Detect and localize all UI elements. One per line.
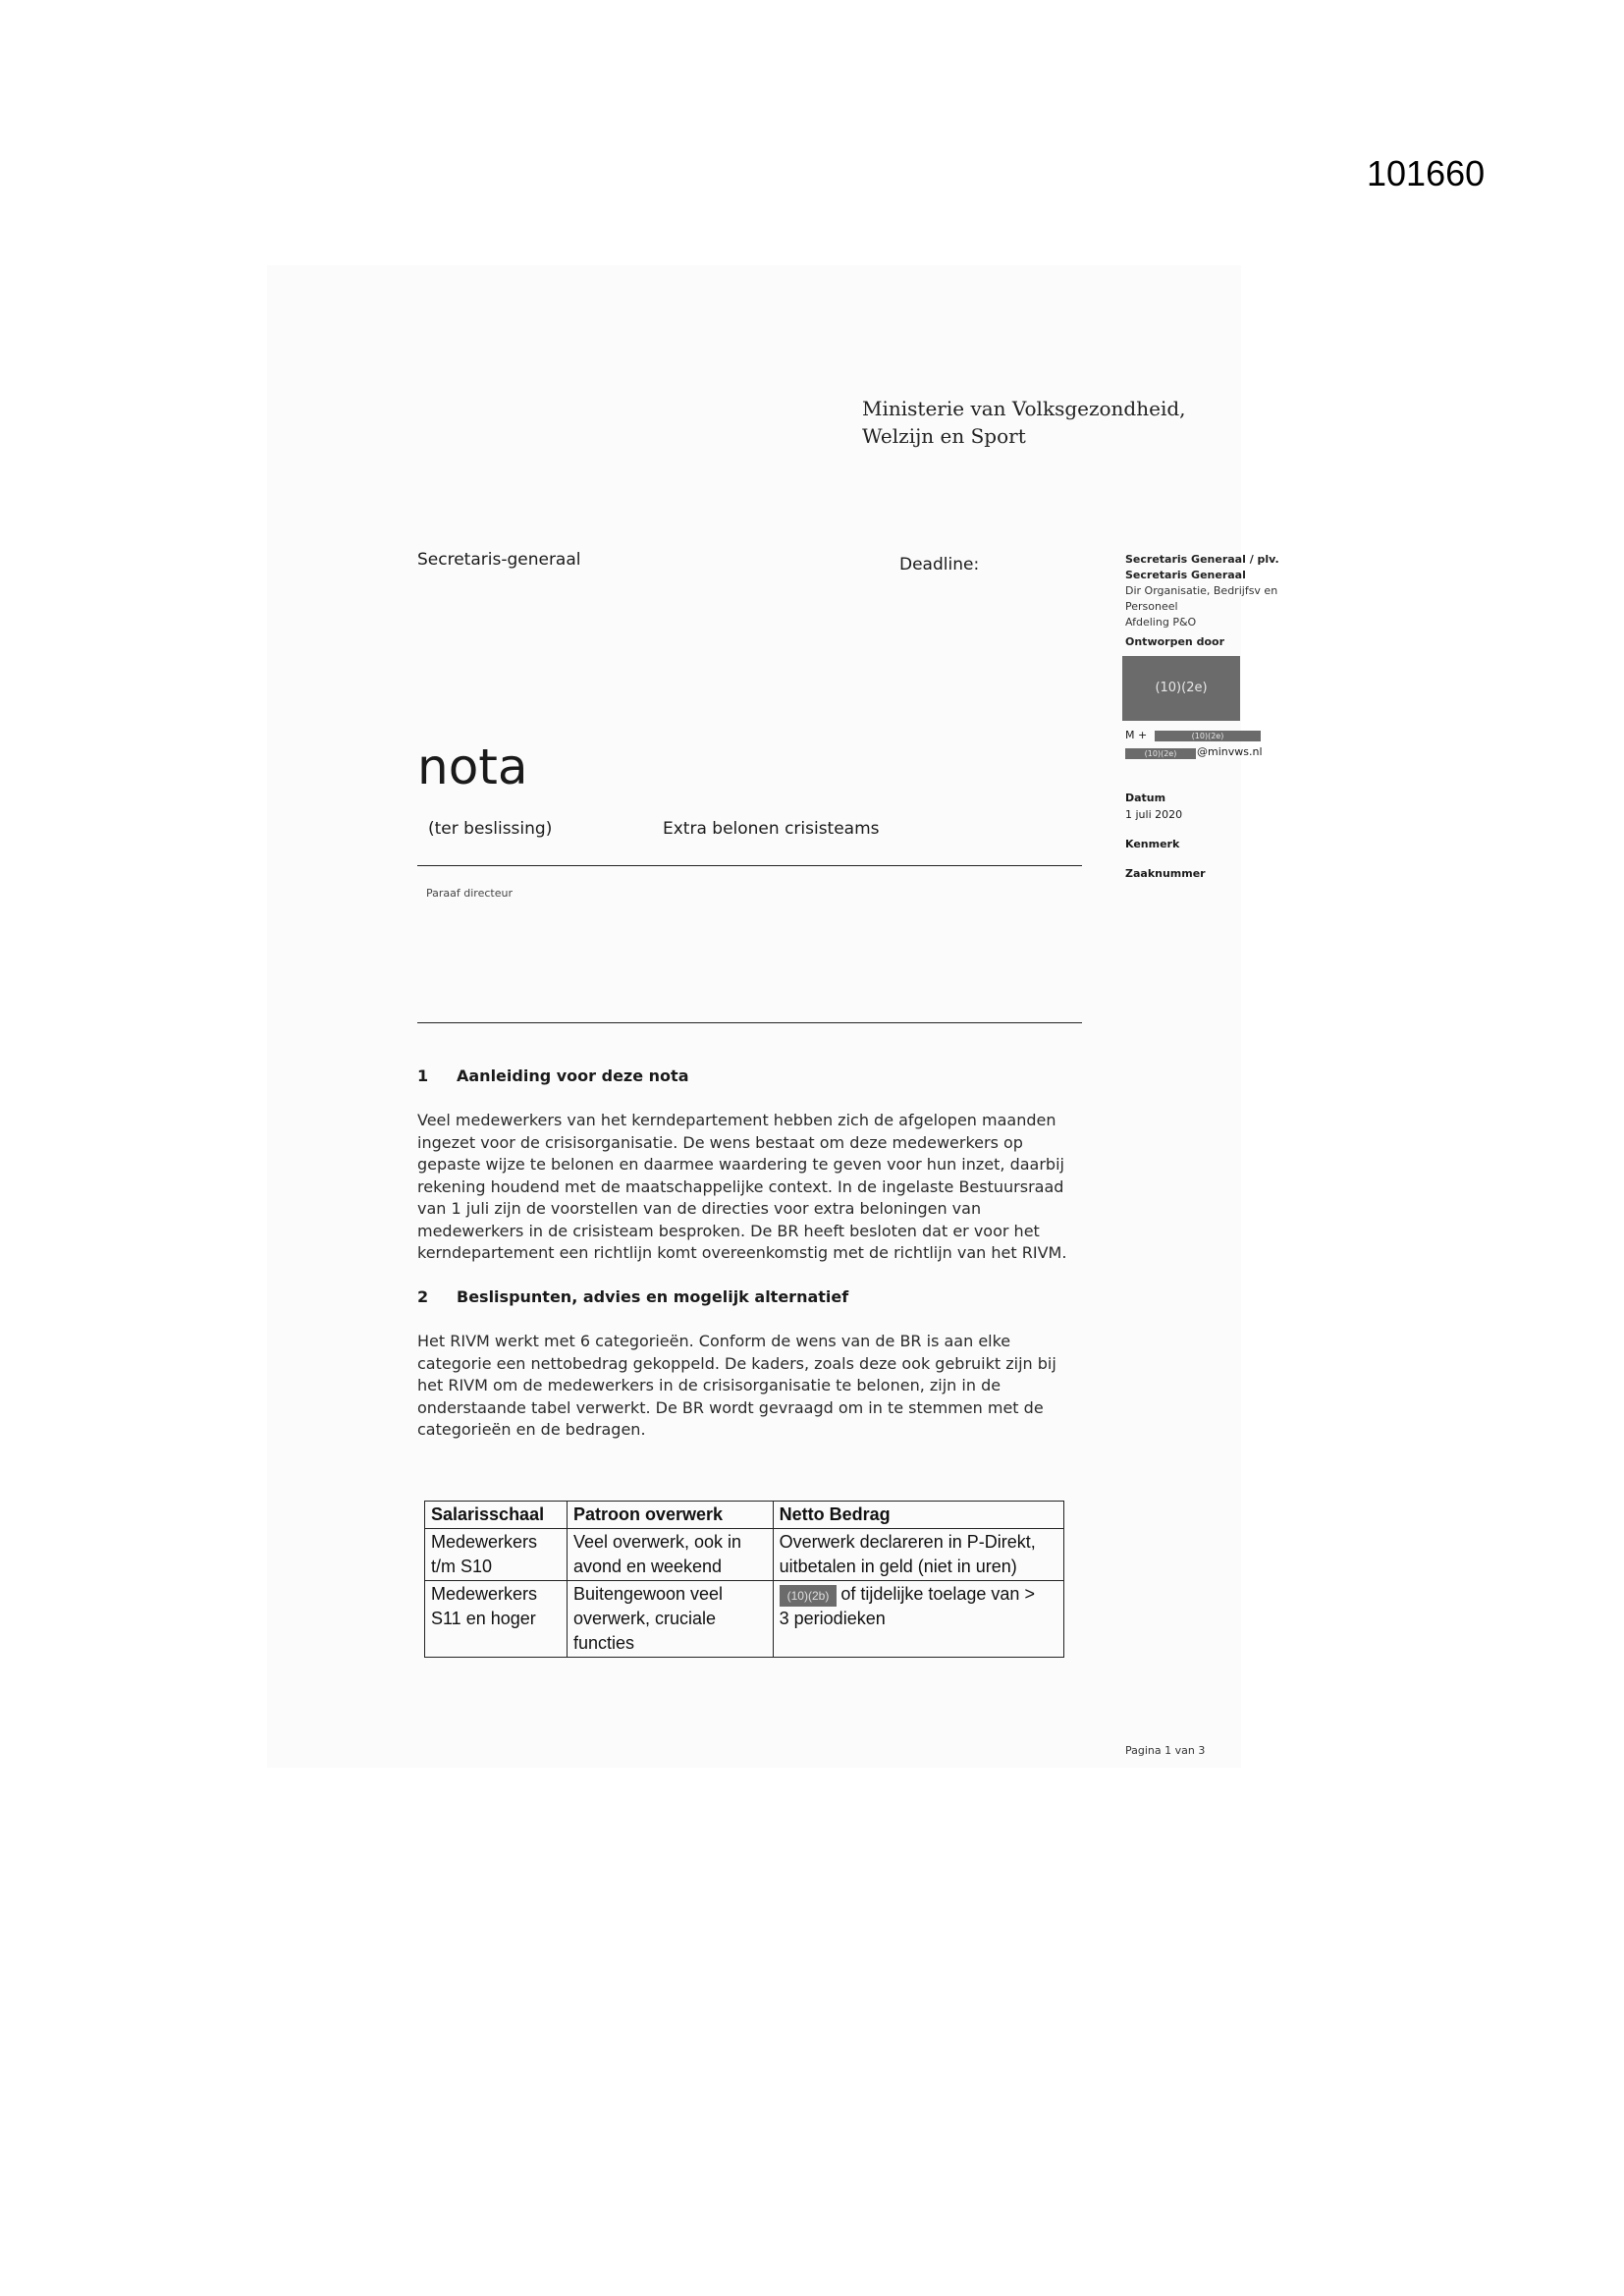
header-salarisschaal: Salarisschaal [425, 1502, 568, 1529]
paragraph-line: kerndepartement een richtlijn komt overeenkomstig met de richtlijn van het RIVM. [417, 1243, 1067, 1262]
phone-prefix: M + [1125, 729, 1148, 741]
datum-label: Datum [1125, 792, 1166, 804]
page-number: Pagina 1 van 3 [1125, 1744, 1206, 1757]
header-netto: Netto Bedrag [773, 1502, 1063, 1529]
cell-line: avond en weekend [572, 1557, 723, 1576]
table-header-row [425, 1502, 1064, 1529]
cell-scale [425, 1529, 568, 1581]
datum-value: 1 juli 2020 [1125, 808, 1183, 821]
section2-number: 2 [417, 1287, 429, 1306]
cell-line: Medewerkers [431, 1532, 538, 1552]
table-row [425, 1581, 1064, 1658]
table-row [425, 1529, 1064, 1581]
dept-line2: Personeel [1125, 600, 1178, 613]
paragraph-line: onderstaande tabel verwerkt. De BR wordt gevraagd om in te stemmen met de [417, 1397, 1044, 1417]
cell-line: Buitengewoon veel [572, 1584, 724, 1604]
addressee: Secretaris-generaal [417, 550, 581, 570]
org-line1: Secretaris Generaal / plv. [1125, 553, 1279, 566]
cell-line: overwerk, cruciale [572, 1609, 716, 1628]
kenmerk-label: Kenmerk [1125, 838, 1180, 850]
ministry-letterhead [862, 395, 1186, 450]
section2-title: Beslispunten, advies en mogelijk alternatief [457, 1287, 849, 1306]
zaaknummer-label: Zaaknummer [1125, 867, 1206, 880]
purpose-label: (ter beslissing) [428, 819, 553, 839]
cell-line: functies [572, 1633, 634, 1653]
document-title: nota [417, 738, 528, 795]
paragraph-line: gepaste wijze te belonen en daarmee waardering te geven voor hun inzet, daarbij [417, 1155, 1064, 1174]
compensation-table [424, 1501, 1064, 1658]
subject: Extra belonen crisisteams [663, 819, 880, 839]
cell-line: 3 periodieken [779, 1609, 886, 1628]
sidebar-org-block [1125, 552, 1322, 650]
redaction-amount: (10)(2b) [780, 1585, 838, 1607]
cell-line: S11 en hoger [431, 1609, 536, 1628]
paragraph-line: ingezet voor de crisisorganisatie. De wens bestaat om deze medewerkers op [417, 1132, 1023, 1152]
paragraph-line: Het RIVM werkt met 6 categorieën. Conform de wens van de BR is aan elke [417, 1332, 1011, 1350]
dept-line3: Afdeling P&O [1125, 616, 1197, 629]
paragraph-line: rekening houdend met de maatschappelijke context. In de ingelaste Bestuursraad [417, 1176, 1064, 1196]
cell-pattern [567, 1581, 773, 1658]
cell-pattern [567, 1529, 773, 1581]
designed-by-label: Ontworpen door [1125, 635, 1224, 648]
cell-scale [425, 1581, 568, 1658]
ministry-name-line1: Ministerie van Volksgezondheid, [862, 397, 1186, 420]
paragraph-line: Veel medewerkers van het kerndepartement hebben zich de afgelopen maanden [417, 1111, 1056, 1129]
section2-body [417, 1331, 1134, 1442]
cell-amount [773, 1581, 1063, 1658]
cell-line: t/m S10 [431, 1557, 493, 1576]
deadline-label: Deadline: [899, 555, 980, 574]
header-patroon: Patroon overwerk [567, 1502, 773, 1529]
paragraph-line: van 1 juli zijn de voorstellen van de directies voor extra beloningen van [417, 1199, 982, 1218]
redaction-email: (10)(2e) [1125, 748, 1196, 759]
cell-line: uitbetalen in geld (niet in uren) [779, 1557, 1017, 1576]
paragraph-line: categorie een nettobedrag gekoppeld. De kaders, zoals deze ook gebruikt zijn bij [417, 1353, 1056, 1373]
cell-line: Veel overwerk, ook in [572, 1532, 742, 1552]
dept-line1: Dir Organisatie, Bedrijfsv en [1125, 584, 1278, 597]
cell-line [780, 1582, 1057, 1607]
cell-amount [773, 1529, 1063, 1581]
section1-number: 1 [417, 1066, 429, 1085]
cell-line: Medewerkers [431, 1584, 538, 1604]
amount-text: of tijdelijke toelage van > [840, 1584, 1035, 1604]
section1-heading [417, 1066, 688, 1085]
paraaf-label: Paraaf directeur [426, 887, 513, 900]
section2-heading [417, 1287, 848, 1306]
redaction-box: (10)(2e) [1122, 656, 1240, 721]
paragraph-line: medewerkers in de crisisteam besproken. De BR heeft besloten dat er voor het [417, 1221, 1040, 1240]
divider-top [417, 865, 1082, 866]
email-domain: @minvws.nl [1197, 745, 1263, 758]
redaction-phone: (10)(2e) [1155, 731, 1261, 741]
document-number: 101660 [1367, 153, 1486, 193]
section1-body [417, 1110, 1134, 1265]
ministry-name-line2: Welzijn en Sport [862, 424, 1026, 448]
org-line2: Secretaris Generaal [1125, 569, 1246, 581]
paragraph-line: categorieën en de bedragen. [417, 1420, 646, 1439]
paragraph-line: het RIVM om de medewerkers in de crisisorganisatie te belonen, zijn in de [417, 1376, 1001, 1394]
cell-line: Overwerk declareren in P-Direkt, [779, 1532, 1036, 1552]
section1-title: Aanleiding voor deze nota [457, 1066, 689, 1085]
divider-bottom [417, 1022, 1082, 1023]
